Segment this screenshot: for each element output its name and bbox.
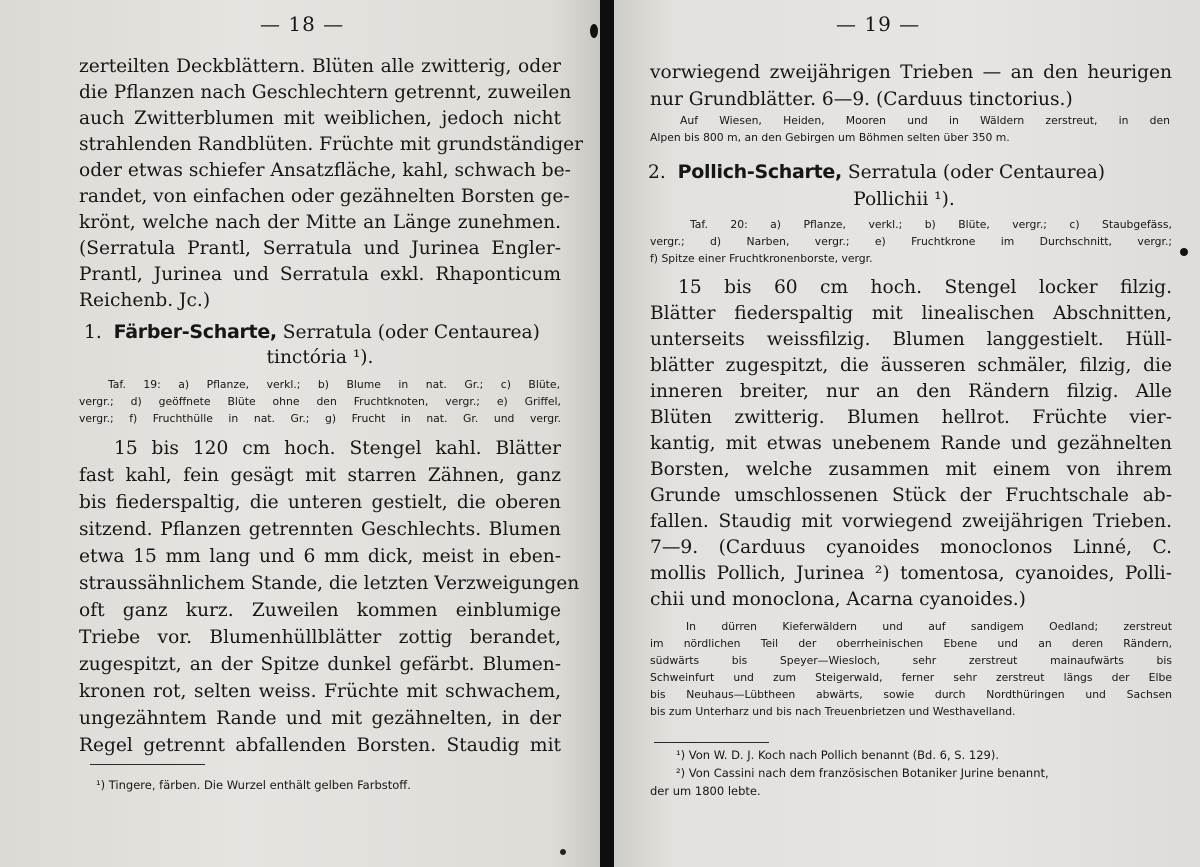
- plate-caption-line: Taf. 19: a) Pflanze, verkl.; b) Blume in nat. Gr.; c) Blüte,: [108, 378, 560, 391]
- text-line: nur Grundblätter. 6—9. (Carduus tinctorius.): [650, 89, 1073, 110]
- habitat-line: In dürren Kieferwäldern und auf sandigem Oedland; zerstreut: [686, 620, 1172, 633]
- text-line: (Serratula Prantl, Serratula und Jurinea Engler-: [79, 238, 561, 259]
- right-page: [614, 0, 1200, 867]
- species-name: Färber-Scharte,: [113, 321, 277, 343]
- habitat-line: bis zum Unterharz und bis nach Treuenbrietzen und Westhavelland.: [650, 705, 1016, 718]
- text-line: zerteilten Deckblättern. Blüten alle zwitterig, oder: [79, 56, 561, 77]
- text-line: mollis Pollich, Jurinea ²) tomentosa, cyanoides, Polli-: [650, 563, 1172, 584]
- species-number: 1.: [84, 322, 102, 343]
- ink-mark: [1180, 248, 1188, 256]
- footnote-rule: [654, 742, 769, 743]
- page-number: — 19 —: [836, 12, 921, 36]
- footnote: ¹) Tingere, färben. Die Wurzel enthält gelben Farbstoff.: [96, 778, 411, 792]
- plate-caption-line: f) Spitze einer Fruchtkronenborste, vergr.: [650, 252, 873, 265]
- ink-mark: [590, 24, 598, 38]
- text-line: 15 bis 60 cm hoch. Stengel locker filzig.: [678, 277, 1172, 298]
- text-line: Blüten zwitterig. Blumen hellrot. Früchte vier-: [650, 407, 1172, 428]
- plate-caption-line: vergr.; f) Fruchthülle in nat. Gr.; g) Frucht in nat. Gr. und vergr.: [79, 412, 561, 425]
- text-line: zugespitzt, an der Spitze dunkel gefärbt. Blumen-: [79, 654, 561, 675]
- text-line: oder etwas schiefer Ansatzfläche, kahl, schwach be-: [79, 160, 571, 181]
- text-line: inneren breiter, nur an den Rändern filzig. Alle: [650, 381, 1172, 402]
- text-line: Regel getrennt abfallenden Borsten. Staudig mit: [79, 735, 561, 756]
- habitat-line: bis Neuhaus—Lübtheen abwärts, sowie durch Nordthüringen und Sachsen: [650, 688, 1172, 701]
- species-latin: Serratula (oder Centaurea): [847, 162, 1105, 183]
- text-line: Prantl, Jurinea und Serratula exkl. Rhaponticum: [79, 264, 561, 285]
- text-line: chii und monoclona, Acarna cyanoides.): [650, 589, 1026, 610]
- text-line: 7—9. (Carduus cyanoides monoclonos Linné, C.: [650, 537, 1172, 558]
- text-line: etwa 15 mm lang und 6 mm dick, meist in eben-: [79, 546, 561, 567]
- species-heading: [84, 320, 564, 345]
- habitat-line: Alpen bis 800 m, an den Gebirgen um Böhmen selten über 350 m.: [650, 131, 1010, 144]
- habitat-line: im nördlichen Teil der oberrheinischen Ebene und an deren Rändern,: [650, 637, 1172, 650]
- text-line: auch Zwitterblumen mit weiblichen, jedoch nicht: [79, 108, 561, 129]
- footnote: der um 1800 lebte.: [650, 784, 761, 798]
- footnote-rule: [90, 764, 205, 765]
- habitat-line: südwärts bis Speyer—Wiesloch, sehr zerstreut mainaufwärts bis: [650, 654, 1172, 667]
- habitat-line: Auf Wiesen, Heiden, Mooren und in Wäldern zerstreut, in den: [680, 114, 1170, 127]
- footnote: ¹) Von W. D. J. Koch nach Pollich benannt (Bd. 6, S. 129).: [676, 748, 999, 762]
- book-gutter: [600, 0, 614, 867]
- page-number: — 18 —: [260, 12, 345, 36]
- text-line: 15 bis 120 cm hoch. Stengel kahl. Blätter: [114, 438, 561, 459]
- species-number: 2.: [648, 162, 666, 183]
- text-line: randet, von einfachen oder gezähnelten Borsten ge-: [79, 186, 570, 207]
- text-line: kantig, mit etwas unebenem Rande und gezähnelten: [650, 433, 1172, 454]
- text-line: Blätter fiederspaltig mit linealischen Abschnitten,: [650, 303, 1172, 324]
- text-line: die Pflanzen nach Geschlechtern getrennt, zuweilen: [79, 82, 572, 103]
- text-line: oft ganz kurz. Zuweilen kommen einblumige: [79, 600, 561, 621]
- text-line: ungezähntem Rande und mit gezähnelten, in der: [79, 708, 561, 729]
- species-latin-name: tinctória ¹).: [266, 347, 374, 368]
- habitat-line: Schweinfurt und zum Steigerwald, ferner sehr zerstreut längs der Elbe: [650, 671, 1172, 684]
- ink-mark: [560, 849, 566, 855]
- species-heading: [648, 160, 1178, 185]
- text-line: straussähnlichem Stande, die letzten Verzweigungen: [79, 573, 580, 594]
- text-line: bis fiederspaltig, die unteren gestielt, die oberen: [79, 492, 561, 513]
- species-latin: Serratula (oder Centaurea): [282, 322, 540, 343]
- text-line: blätter zugespitzt, die äusseren schmäler, filzig, die: [650, 355, 1172, 376]
- text-line: sitzend. Pflanzen getrennten Geschlechts. Blumen: [79, 519, 561, 540]
- text-line: Borsten, welche zusammen mit einem von ihrem: [650, 459, 1172, 480]
- text-line: Reichenb. Jc.): [79, 290, 211, 311]
- species-latin-name: Pollichii ¹).: [853, 189, 955, 210]
- text-line: strahlenden Randblüten. Früchte mit grundständiger: [79, 134, 584, 155]
- text-line: fallen. Staudig mit vorwiegend zweijährigen Trieben.: [650, 511, 1172, 532]
- text-line: fast kahl, fein gesägt mit starren Zähnen, ganz: [79, 465, 561, 486]
- text-line: krönt, welche nach der Mitte an Länge zunehmen.: [79, 212, 561, 233]
- text-line: vorwiegend zweijährigen Trieben — an den heurigen: [650, 62, 1172, 83]
- species-name: Pollich-Scharte,: [677, 161, 842, 183]
- plate-caption-line: vergr.; d) Narben, vergr.; e) Fruchtkrone im Durchschnitt, vergr.;: [650, 235, 1172, 248]
- text-line: Triebe vor. Blumenhüllblätter zottig berandet,: [79, 627, 561, 648]
- footnote: ²) Von Cassini nach dem französischen Botaniker Jurine benannt,: [676, 766, 1049, 780]
- plate-caption-line: vergr.; d) geöffnete Blüte ohne den Fruchtknoten, vergr.; e) Griffel,: [79, 395, 561, 408]
- text-line: kronen rot, selten weiss. Früchte mit schwachem,: [79, 681, 561, 702]
- text-line: unterseits weissfilzig. Blumen langgestielt. Hüll-: [650, 329, 1172, 350]
- plate-caption-line: Taf. 20: a) Pflanze, verkl.; b) Blüte, vergr.; c) Staubgefäss,: [690, 218, 1172, 231]
- text-line: Grunde umschlossenen Stück der Fruchtschale ab-: [650, 485, 1172, 506]
